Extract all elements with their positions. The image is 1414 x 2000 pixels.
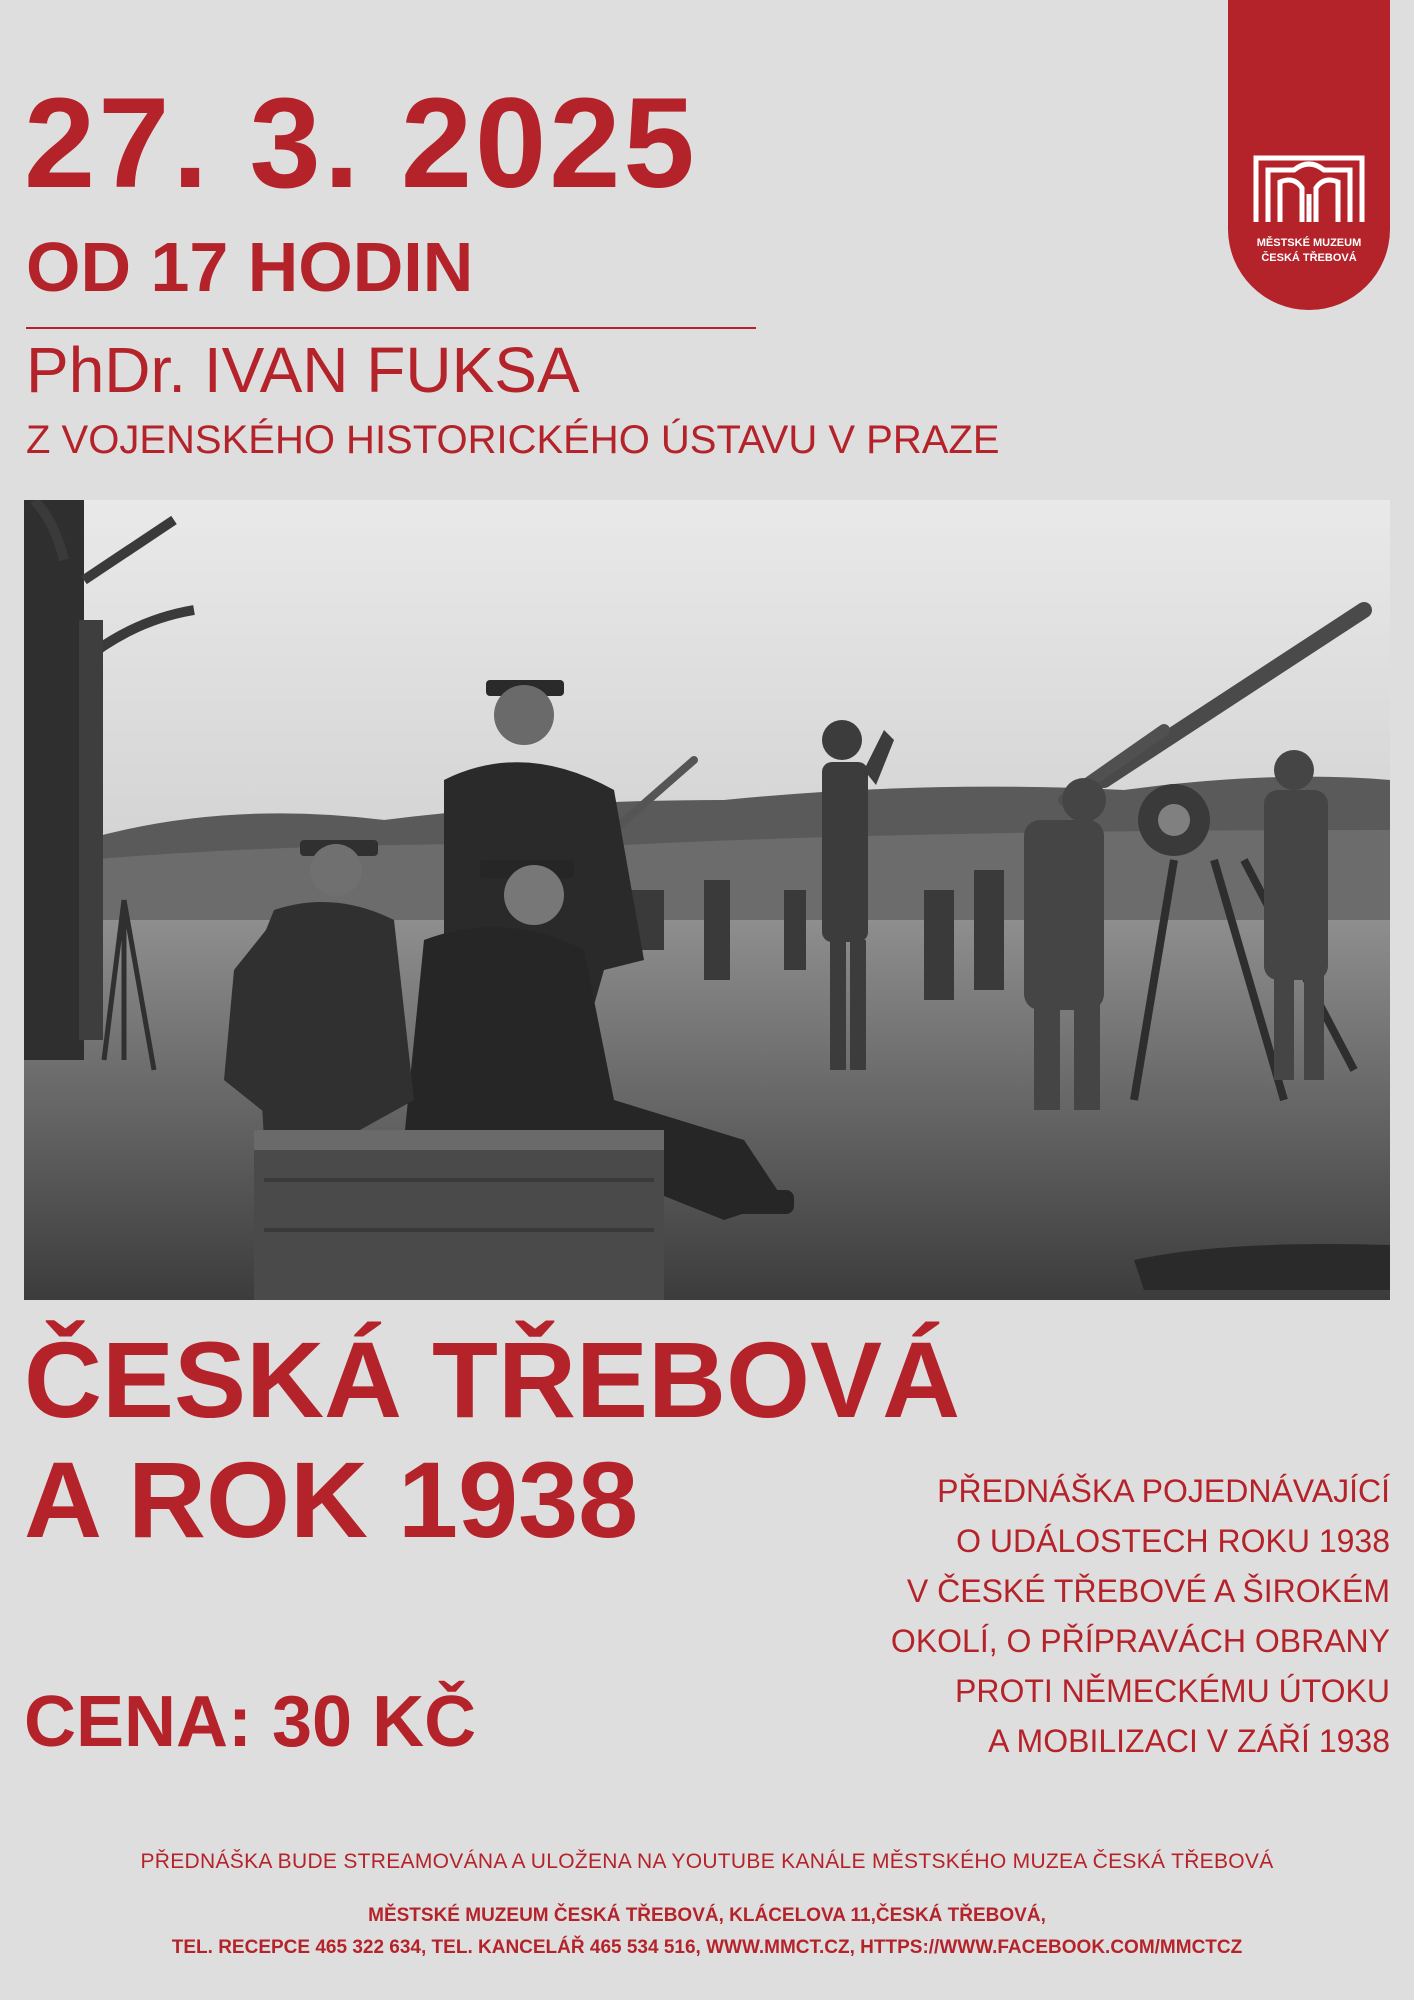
stream-note: PŘEDNÁŠKA BUDE STREAMOVÁNA A ULOŽENA NA YOUTUBE KANÁLE MĚSTSKÉHO MUZEA ČESKÁ TŘEBOVÁ [140,1850,1274,1873]
description-line: V ČESKÉ TŘEBOVÉ A ŠIROKÉM [906,1573,1390,1609]
contact-address: MĚSTSKÉ MUZEUM ČESKÁ TŘEBOVÁ, KLÁCELOVA 11,ČESKÁ TŘEBOVÁ, [368,1905,1046,1926]
lecture-description [770,1466,1390,1766]
event-date: 27. 3. 2025 [24,72,698,215]
museum-logo-text [1228,236,1390,266]
logo-line-1: MĚSTSKÉ MUZEUM [1256,237,1362,249]
speaker-name: PhDr. IVAN FUKSA [26,334,580,406]
historic-military-photo [24,500,1390,1300]
ticket-price: CENA: 30 KČ [24,1682,477,1762]
logo-line-2: ČESKÁ TŘEBOVÁ [1261,252,1357,264]
description-line: O UDÁLOSTECH ROKU 1938 [956,1523,1390,1559]
museum-logo [1228,0,1390,310]
museum-building-icon [1250,148,1368,224]
description-line: A MOBILIZACI V ZÁŘÍ 1938 [988,1723,1390,1759]
description-line: PROTI NĚMECKÉMU ÚTOKU [955,1673,1390,1709]
description-line: OKOLÍ, O PŘÍPRAVÁCH OBRANY [890,1623,1390,1659]
header-divider [26,327,756,329]
contact-info [0,1900,1414,1964]
speaker-institute: Z VOJENSKÉHO HISTORICKÉHO ÚSTAVU V PRAZE [26,418,1000,462]
title-line-2: A ROK 1938 [24,1439,639,1560]
description-line: PŘEDNÁŠKA POJEDNÁVAJÍCÍ [937,1473,1390,1509]
photo-illustration [24,500,1390,1300]
contact-phones-links: TEL. RECEPCE 465 322 634, TEL. KANCELÁŘ 465 534 516, WWW.MMCT.CZ, HTTPS://WWW.FACEBOOK.COM/MMCTCZ [171,1937,1243,1958]
title-line-1: ČESKÁ TŘEBOVÁ [24,1319,961,1440]
event-time: OD 17 HODIN [26,228,474,306]
